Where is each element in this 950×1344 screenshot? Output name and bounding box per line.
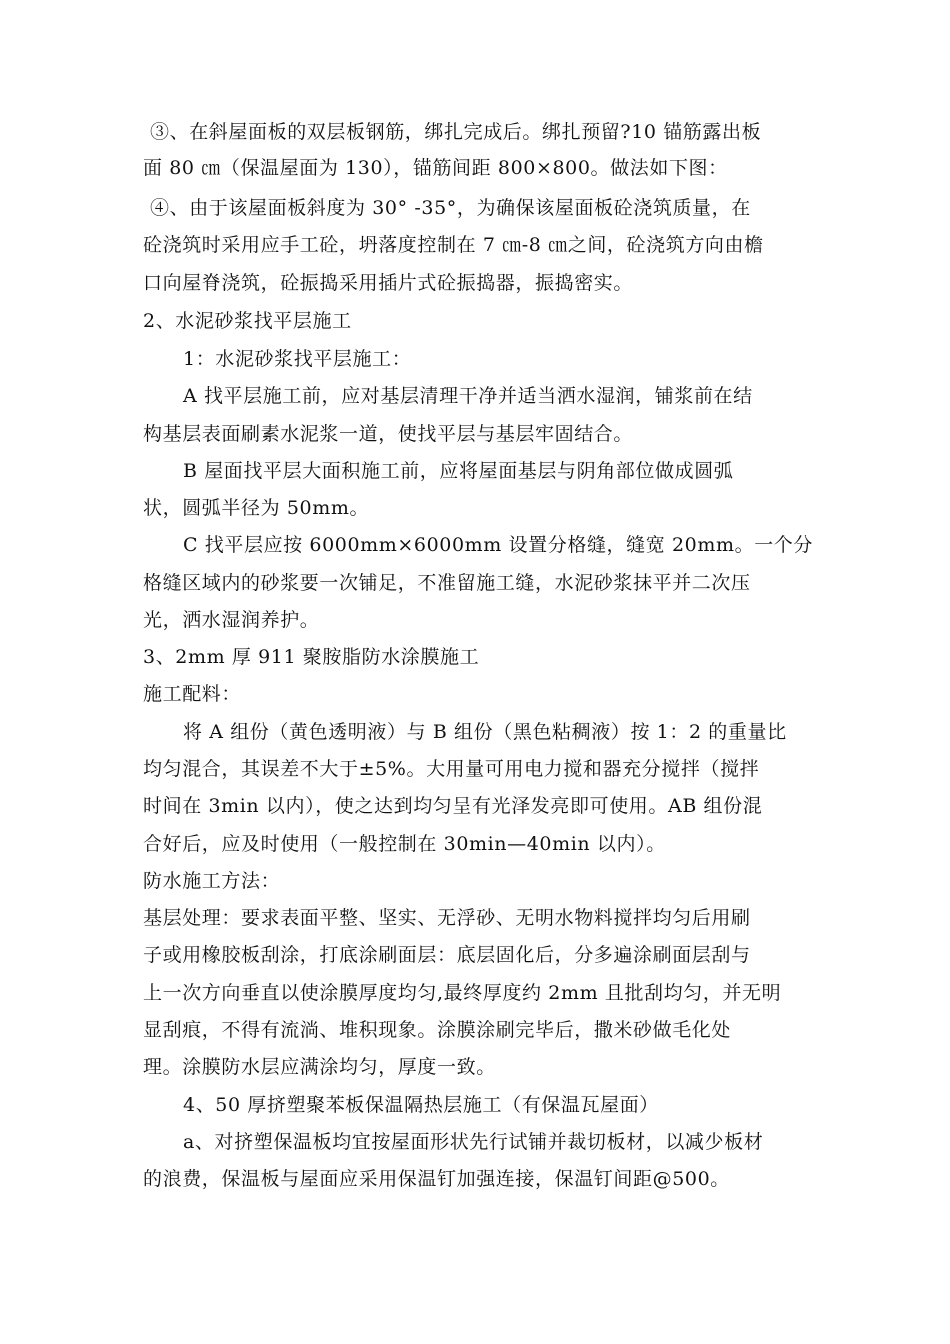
paragraph-line: 均匀混合，其误差不大于±5%。大用量可用电力搅和器充分搅拌（搅拌 <box>143 758 760 780</box>
paragraph-line: 面 80 ㎝（保温屋面为 130），锚筋间距 800×800。做法如下图： <box>143 157 728 179</box>
paragraph-line: ④、由于该屋面板斜度为 30° -35°，为确保该屋面板砼浇筑质量，在 <box>150 197 751 219</box>
paragraph-line: 的浪费，保温板与屋面应采用保温钉加强连接，保温钉间距@500。 <box>143 1168 730 1190</box>
paragraph-line: 时间在 3min 以内），使之达到均匀呈有光泽发亮即可使用。AB 组份混 <box>143 795 763 817</box>
paragraph-line: 合好后，应及时使用（一般控制在 30min—40min 以内）。 <box>143 833 666 855</box>
paragraph-line: A 找平层施工前，应对基层清理干净并适当洒水湿润，铺浆前在结 <box>183 385 753 407</box>
paragraph-line: 口向屋脊浇筑，砼振捣采用插片式砼振捣器，振捣密实。 <box>143 272 634 294</box>
paragraph-line: C 找平层应按 6000mm×6000mm 设置分格缝，缝宽 20mm。一个分 <box>183 534 813 556</box>
paragraph-line: a、对挤塑保温板均宜按屋面形状先行试铺并裁切板材，以减少板材 <box>183 1131 764 1153</box>
paragraph-line: ③、在斜屋面板的双层板钢筋，绑扎完成后。绑扎预留?10 锚筋露出板 <box>150 121 762 143</box>
paragraph-line: 构基层表面刷素水泥浆一道，使找平层与基层牢固结合。 <box>143 423 634 445</box>
paragraph-line: 状，圆弧半径为 50mm。 <box>143 497 370 519</box>
paragraph-line: 基层处理：要求表面平整、坚实、无浮砂、无明水物料搅拌均匀后用刷 <box>143 907 751 929</box>
paragraph-line: 理。涂膜防水层应满涂均匀，厚度一致。 <box>143 1056 496 1078</box>
section-heading: 3、2mm 厚 911 聚胺脂防水涂膜施工 <box>143 646 480 668</box>
section-heading: 4、50 厚挤塑聚苯板保温隔热层施工（有保温瓦屋面） <box>183 1094 659 1116</box>
paragraph-line: 子或用橡胶板刮涂，打底涂刷面层：底层固化后，分多遍涂刷面层刮与 <box>143 944 751 966</box>
subsection-heading: 1：水泥砂浆找平层施工： <box>183 348 412 370</box>
subsection-heading: 施工配料： <box>143 683 242 705</box>
section-heading: 2、水泥砂浆找平层施工 <box>143 310 352 332</box>
paragraph-line: 格缝区域内的砂浆要一次铺足，不准留施工缝，水泥砂浆抹平并二次压 <box>143 572 751 594</box>
paragraph-line: 显刮痕，不得有流淌、堆积现象。涂膜涂刷完毕后，撒米砂做毛化处 <box>143 1019 732 1041</box>
paragraph-line: B 屋面找平层大面积施工前，应将屋面基层与阴角部位做成圆弧 <box>183 460 734 482</box>
paragraph-line: 将 A 组份（黄色透明液）与 B 组份（黑色粘稠液）按 1：2 的重量比 <box>183 721 787 743</box>
paragraph-line: 光，洒水湿润养护。 <box>143 609 320 631</box>
subsection-heading: 防水施工方法： <box>143 870 281 892</box>
paragraph-line: 砼浇筑时采用应手工砼，坍落度控制在 7 ㎝-8 ㎝之间，砼浇筑方向由檐 <box>143 234 764 256</box>
paragraph-line: 上一次方向垂直以使涂膜厚度均匀,最终厚度约 2mm 且批刮均匀，并无明 <box>143 982 782 1004</box>
